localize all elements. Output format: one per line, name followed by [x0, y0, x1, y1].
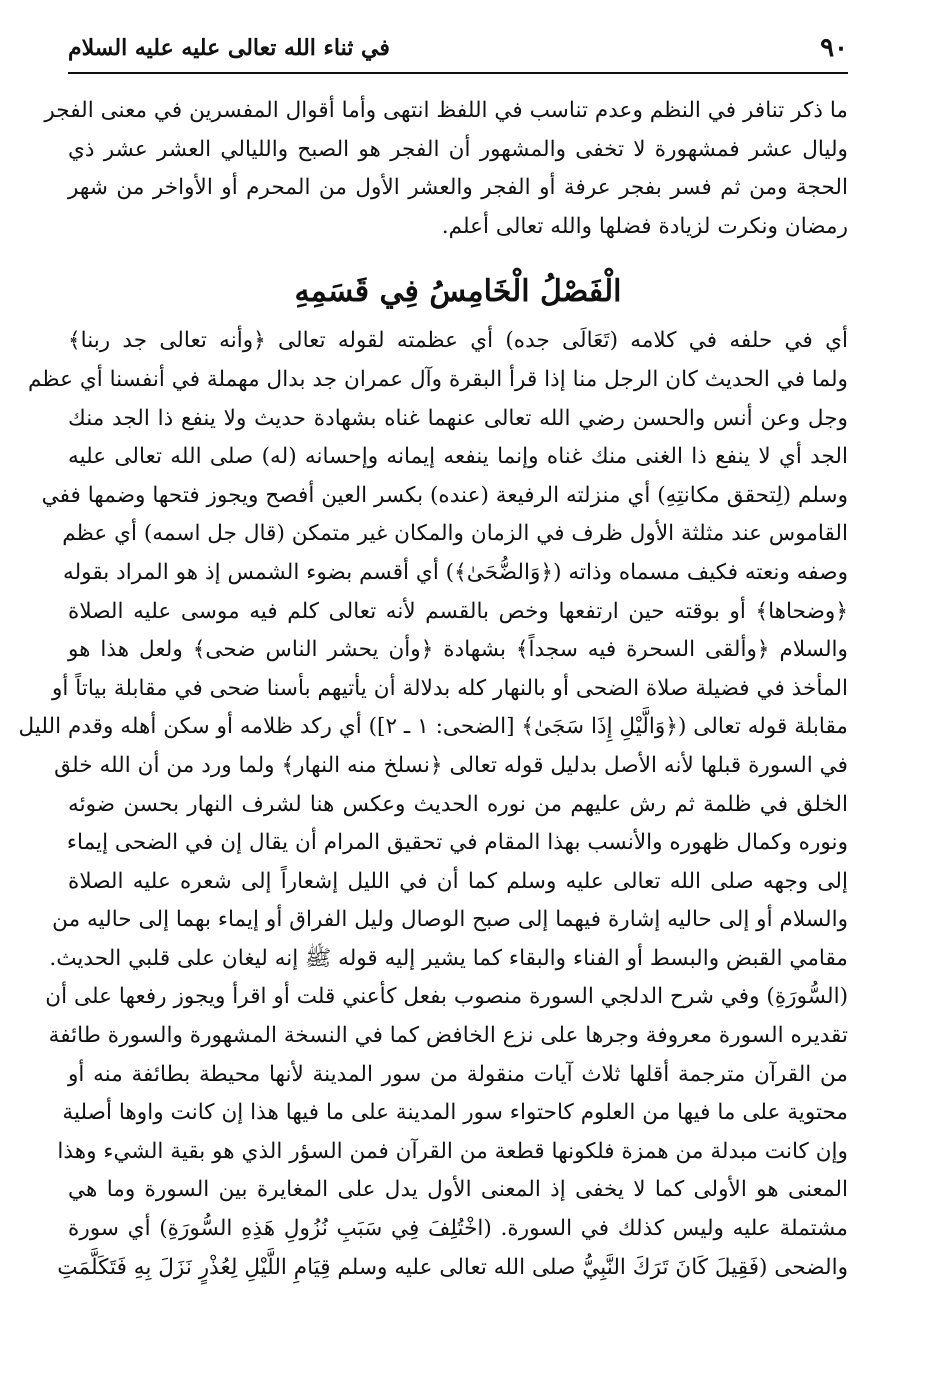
- text-line: وإن كانت مبدلة من همزة فلكونها قطعة من القرآن فمن السؤر الذي هو بقية الشيء وهذا: [57, 1138, 848, 1164]
- text-line: ﴿وضحاها﴾ أو بوقته حين ارتفعها وخص بالقسم لأنه تعالى كلم فيه موسى عليه الصلاة: [68, 598, 848, 624]
- text-line: (السُّورَةِ) وفي شرح الدلجي السورة منصوب بفعل كأعني قلت أو اقرأ ويجوز رفعها على أن: [45, 984, 848, 1010]
- text-line: المعنى هو الأولى كما لا يخفى إذ المعنى الأول يدل على المغايرة بين السورة وما هي: [68, 1177, 848, 1203]
- text-line: الخلق في ظلمة ثم رش عليهم من نوره الحديث وعكس هنا لشرف النهار بحسن ضوئه: [68, 791, 848, 817]
- body-paragraph: [18, 322, 848, 1287]
- text-line: الجد أي لا ينفع ذا الغنى منك غناه وإنما ينفعه إيمانه وإحسانه (له) صلى الله تعالى عليه: [68, 444, 848, 470]
- text-line: والسلام أو إلى حاليه إشارة فيهما إلى صبح الوصال وليل الفراق أو إيماء بهما إلى حاليه من: [52, 907, 848, 933]
- text-line: رمضان ونكرت لزيادة فضلها والله تعالى أعلم.: [441, 213, 848, 239]
- text-line: والضحى (فَقِيلَ كَانَ تَرَكَ النَّبِيُّ صلى الله تعالى عليه وسلم قِيَامِ اللَّيْلِ لِعُذْرٍ نَزَلَ بِهِ فَتَكَلَّمَتِ: [57, 1254, 848, 1280]
- page-body: [18, 92, 848, 1287]
- section-heading: الْفَصْلُ الْخَامِسُ فِي قَسَمِهِ: [294, 274, 622, 310]
- text-line: الحجة ومن ثم فسر بفجر عرفة أو الفجر والعشر الأول من المحرم أو الأواخر من شهر: [68, 175, 848, 201]
- text-line: وجل وعن أنس والحسن رضي الله تعالى عنهما غناه بشهادة حديث ولا ينفع ذا الجد منك: [68, 405, 848, 431]
- intro-paragraph: [44, 92, 848, 246]
- text-line: وصفه ونعته فكيف مسماه وذاته (﴿وَالضُّحَىٰ﴾) أي أقسم بضوء الشمس إذ هو المراد بقوله: [63, 559, 848, 585]
- text-line: ولما في الحديث كان الرجل منا إذا قرأ البقرة وآل عمران جد بدال مهملة في أنفسنا أي عظم: [27, 366, 848, 392]
- text-line: أي في حلفه في كلامه (تَعَالَى جده) أي عظمته لقوله تعالى ﴿وأنه تعالى جد ربنا﴾: [68, 328, 848, 354]
- text-line: ونوره وكمال ظهوره والأنسب بهذا المقام في تحقيق المرام أن يقال إن في الضحى إيماء: [66, 830, 848, 856]
- text-line: في السورة قبلها لأنه الأصل بدليل قوله تعالى ﴿نسلخ منه النهار﴾ ولما ورد من أن الله خلق: [54, 752, 848, 778]
- text-line: إلى وجهه صلى الله تعالى عليه وسلم كما أن في الليل إشعاراً إلى شعره عليه الصلاة: [68, 868, 848, 894]
- text-line: مقابلة قوله تعالى (﴿وَالَّيْلِ إِذَا سَجَىٰ﴾ [الضحى: ١ ـ ٢]) أي ركد ظلامه أو سكن أهله وقدم الليل: [18, 714, 848, 740]
- page-header: [68, 28, 848, 74]
- running-title: في ثناء الله تعالى عليه عليه السلام: [68, 35, 390, 61]
- text-line: مقامي القبض والبسط أو الفناء والبقاء كما يشير إليه قوله ﷺ إنه ليغان على قلبي الحديث.: [49, 945, 848, 971]
- text-line: محتوية على ما فيها من العلوم كاحتواء سور المدينة على ما فيها هذا إن كانت واوها أصلية: [62, 1100, 848, 1126]
- text-line: القاموس عند مثلثة الأول ظرف في الزمان والمكان غير متمكن (قال جل اسمه) أي عظم: [62, 521, 848, 547]
- text-line: المأخذ في فضيلة صلاة الضحى أو بالنهار كله بدلالة أن يأتيهم بأسنا ضحى في مقابلة بياتاً أو: [51, 675, 848, 701]
- text-line: من القرآن مترجمة أقلها ثلاث آيات منقولة من سور المدينة لأنها محيطة بطائفة منه أو: [68, 1061, 848, 1087]
- text-line: وسلم (لِتحقق مكانتِهِ) أي منزلته الرفيعة (عنده) بكسر العين أفصح ويجوز فتحها وضمها ففي: [41, 482, 848, 508]
- text-line: مشتملة عليه وليس كذلك في السورة. (اخْتُلِفَ فِي سَبَبِ نُزُولِ هَذِهِ السُّورَةِ) أي سورة: [68, 1216, 848, 1242]
- text-line: تقديره السورة معروفة وجرها على نزع الخافض كما في النسخة المشهورة والسورة طائفة: [48, 1023, 848, 1049]
- page-number: ٩٠: [820, 33, 848, 63]
- text-line: ما ذكر تنافر في النظم وعدم تناسب في اللفظ انتهى وأما أقوال المفسرين في معنى الفجر: [44, 98, 848, 123]
- text-line: والسلام ﴿وألقى السحرة فيه سجداً﴾ بشهادة ﴿وأن يحشر الناس ضحى﴾ ولعل هذا هو: [68, 637, 848, 663]
- text-line: وليال عشر فمشهورة لا تخفى والمشهور أن الفجر هو الصبح والليالي العشر عشر ذي: [68, 136, 848, 162]
